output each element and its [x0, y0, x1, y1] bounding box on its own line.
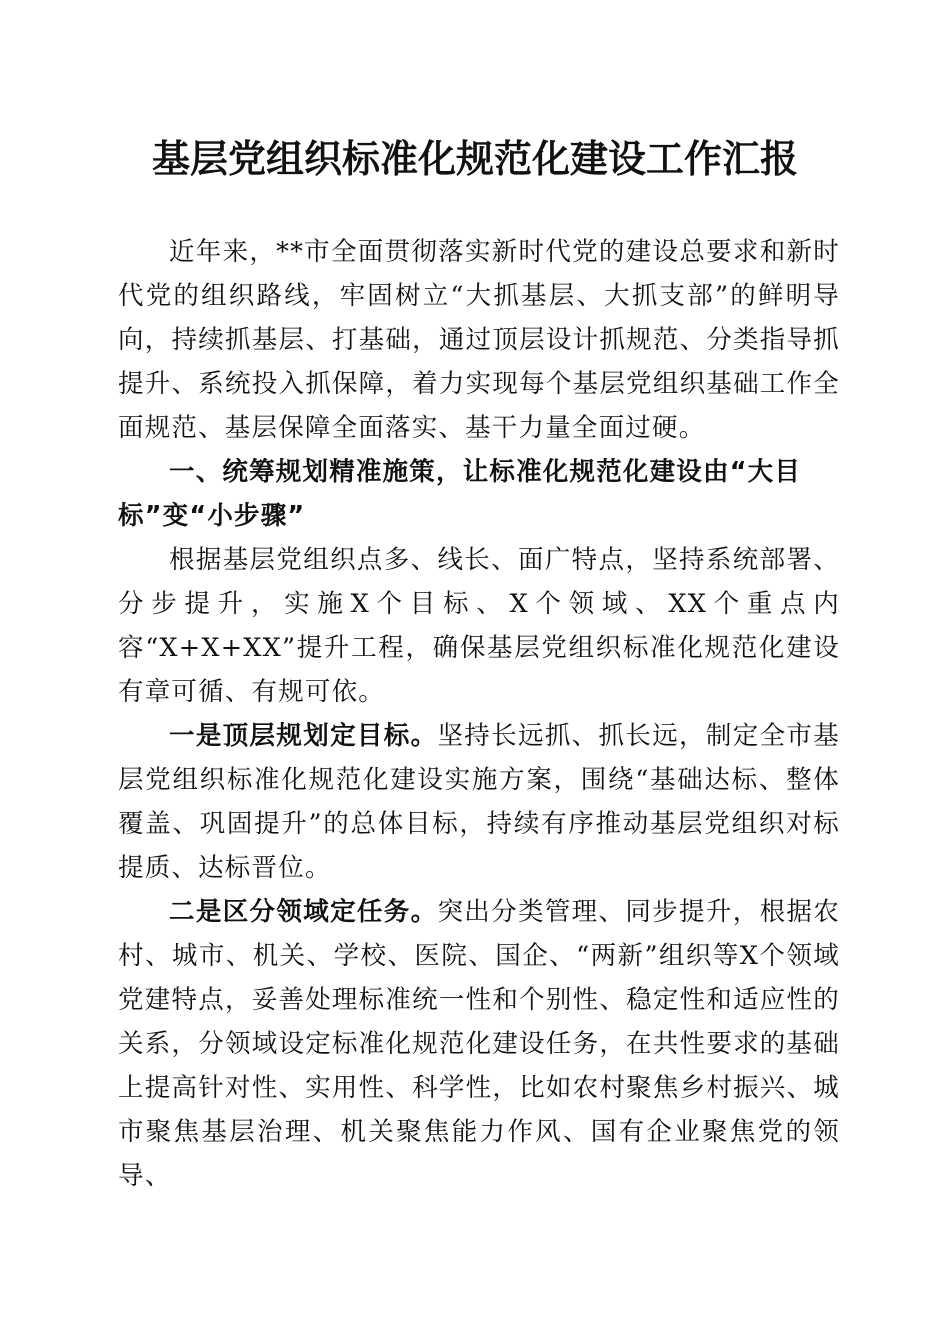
item-2-paragraph — [118, 890, 840, 1198]
document-body — [118, 230, 840, 1198]
item-1-text: 坚持长远抓、抓长远，制定全市基层党组织标准化规范化建设实施方案，围绕“基础达标、整体覆盖、巩固提升”的总体目标，持续有序推动基层党组织对标提质、达标晋位。 — [118, 721, 840, 883]
item-1-paragraph — [118, 714, 840, 890]
item-1-lead: 一是顶层规划定目标。 — [169, 721, 438, 751]
item-2-lead: 二是区分领域定任务。 — [169, 897, 438, 927]
page-title: 基层党组织标准化规范化建设工作汇报 — [151, 136, 798, 181]
section-heading-1: 一、统筹规划精准施策，让标准化规范化建设由“大目标”变“小步骤” — [118, 457, 802, 531]
item-2-text: 突出分类管理、同步提升，根据农村、城市、机关、学校、医院、国企、“两新”组织等X个领域党建特点，妥善处理标准统一性和个别性、稳定性和适应性的关系，分领域设定标准化规范化建设任务，在共性要求的基础上提高针对性、实用性、科学性，比如农村聚焦乡村振兴、城市聚焦基层治理、机关聚焦能力作风、国有企业聚焦党的领导、 — [118, 897, 840, 1191]
section-1-paragraph: 根据基层党组织点多、线长、面广特点，坚持系统部署、分步提升，实施X个目标、X个领域、XX个重点内容“X+X+XX”提升工程，确保基层党组织标准化规范化建设有章可循、有规可依。 — [118, 545, 840, 707]
intro-paragraph: 近年来，**市全面贯彻落实新时代党的建设总要求和新时代党的组织路线，牢固树立“大抓基层、大抓支部”的鲜明导向，持续抓基层、打基础，通过顶层设计抓规范、分类指导抓提升、系统投入抓保障，着力实现每个基层党组织基础工作全面规范、基层保障全面落实、基干力量全面过硬。 — [118, 237, 840, 443]
